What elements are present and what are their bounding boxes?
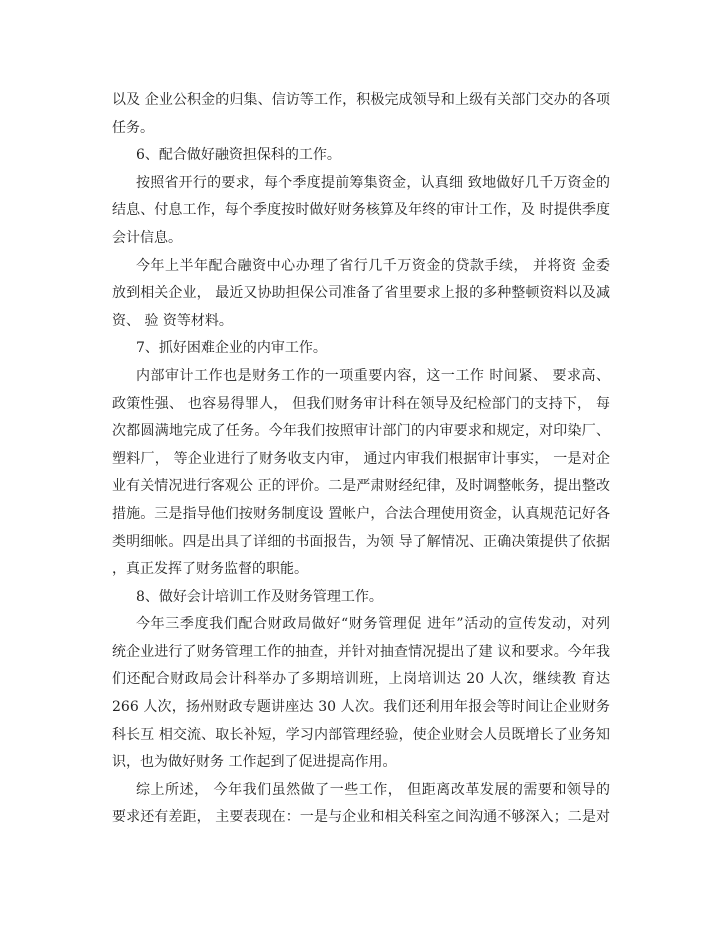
text-line: 以及 企业公积金的归集、信访等工作，积极完成领导和上级有关部门交办的各项	[112, 92, 610, 108]
text-line: 识，也为做好财务 工作起到了促进提高作用。	[112, 754, 397, 771]
text-line: 会计信息。	[112, 229, 182, 246]
text-line: 们还配合财政局会计科举办了多期培训班，上岗培训达 20 人次，继续教 育达	[112, 671, 610, 688]
text-line: 业有关情况进行客观公 正的评价。二是严肃财经纪律，及时调整帐务，提出整改	[112, 478, 610, 495]
text-line: 塑料厂， 等企业进行了财务收支内审， 通过内审我们根据审计事实， 一是对企	[112, 450, 610, 467]
text-line: 6、配合做好融资担保科的工作。	[136, 147, 341, 164]
text-line: 7、抓好困难企业的内审工作。	[136, 340, 327, 357]
text-line: 类明细帐。四是出具了详细的书面报告，为领 导了解情况、正确决策提供了依据	[112, 533, 610, 550]
text-line: 要求还有差距， 主要表现在：一是与企业和相关科室之间沟通不够深入；二是对	[112, 809, 610, 826]
text-line: ，真正发挥了财务监督的职能。	[112, 561, 308, 578]
document-page	[112, 87, 610, 832]
text-line: 政策性强、 也容易得罪人， 但我们财务审计科在领导及纪检部门的支持下， 每	[112, 395, 610, 412]
text-line: 8、做好会计培训工作及财务管理工作。	[136, 588, 383, 605]
text-line: 资、 验 资等材料。	[112, 312, 233, 329]
text-line: 结息、付息工作，每个季度按时做好财务核算及年终的审计工作，及 时提供季度	[112, 202, 610, 219]
text-line: 科长互 相交流、取长补短，学习内部管理经验，使企业财会人员既增长了业务知	[112, 726, 610, 743]
text-line: 统企业进行了财务管理工作的抽查，并针对抽查情况提出了建 议和要求。今年我	[112, 643, 610, 660]
text-line: 放到相关企业， 最近又协助担保公司准备了省里要求上报的多种整顿资料以及减	[112, 285, 610, 302]
text-line: 次都圆满地完成了任务。今年我们按照审计部门的内审要求和规定，对印染厂、	[112, 423, 610, 440]
text-line: 今年三季度我们配合财政局做好“财务管理促 进年”活动的宣传发动，对列	[136, 616, 610, 633]
text-line: 今年上半年配合融资中心办理了省行几千万资金的贷款手续， 并将资 金委	[136, 257, 610, 274]
text-line: 内部审计工作也是财务工作的一项重要内容，这一工作 时间紧、 要求高、	[136, 367, 610, 384]
text-line: 措施。三是指导他们按财务制度设 置帐户，合法合理使用资金，认真规范记好各	[112, 505, 610, 522]
text-line: 按照省开行的要求，每个季度提前筹集资金，认真细 致地做好几千万资金的	[136, 174, 610, 191]
text-line: 266 人次，扬州财政专题讲座达 30 人次。我们还利用年报会等时间让企业财务	[112, 699, 610, 716]
text-line: 综上所述， 今年我们虽然做了一些工作， 但距离改革发展的需要和领导的	[136, 781, 610, 798]
text-line: 任务。	[112, 119, 154, 136]
